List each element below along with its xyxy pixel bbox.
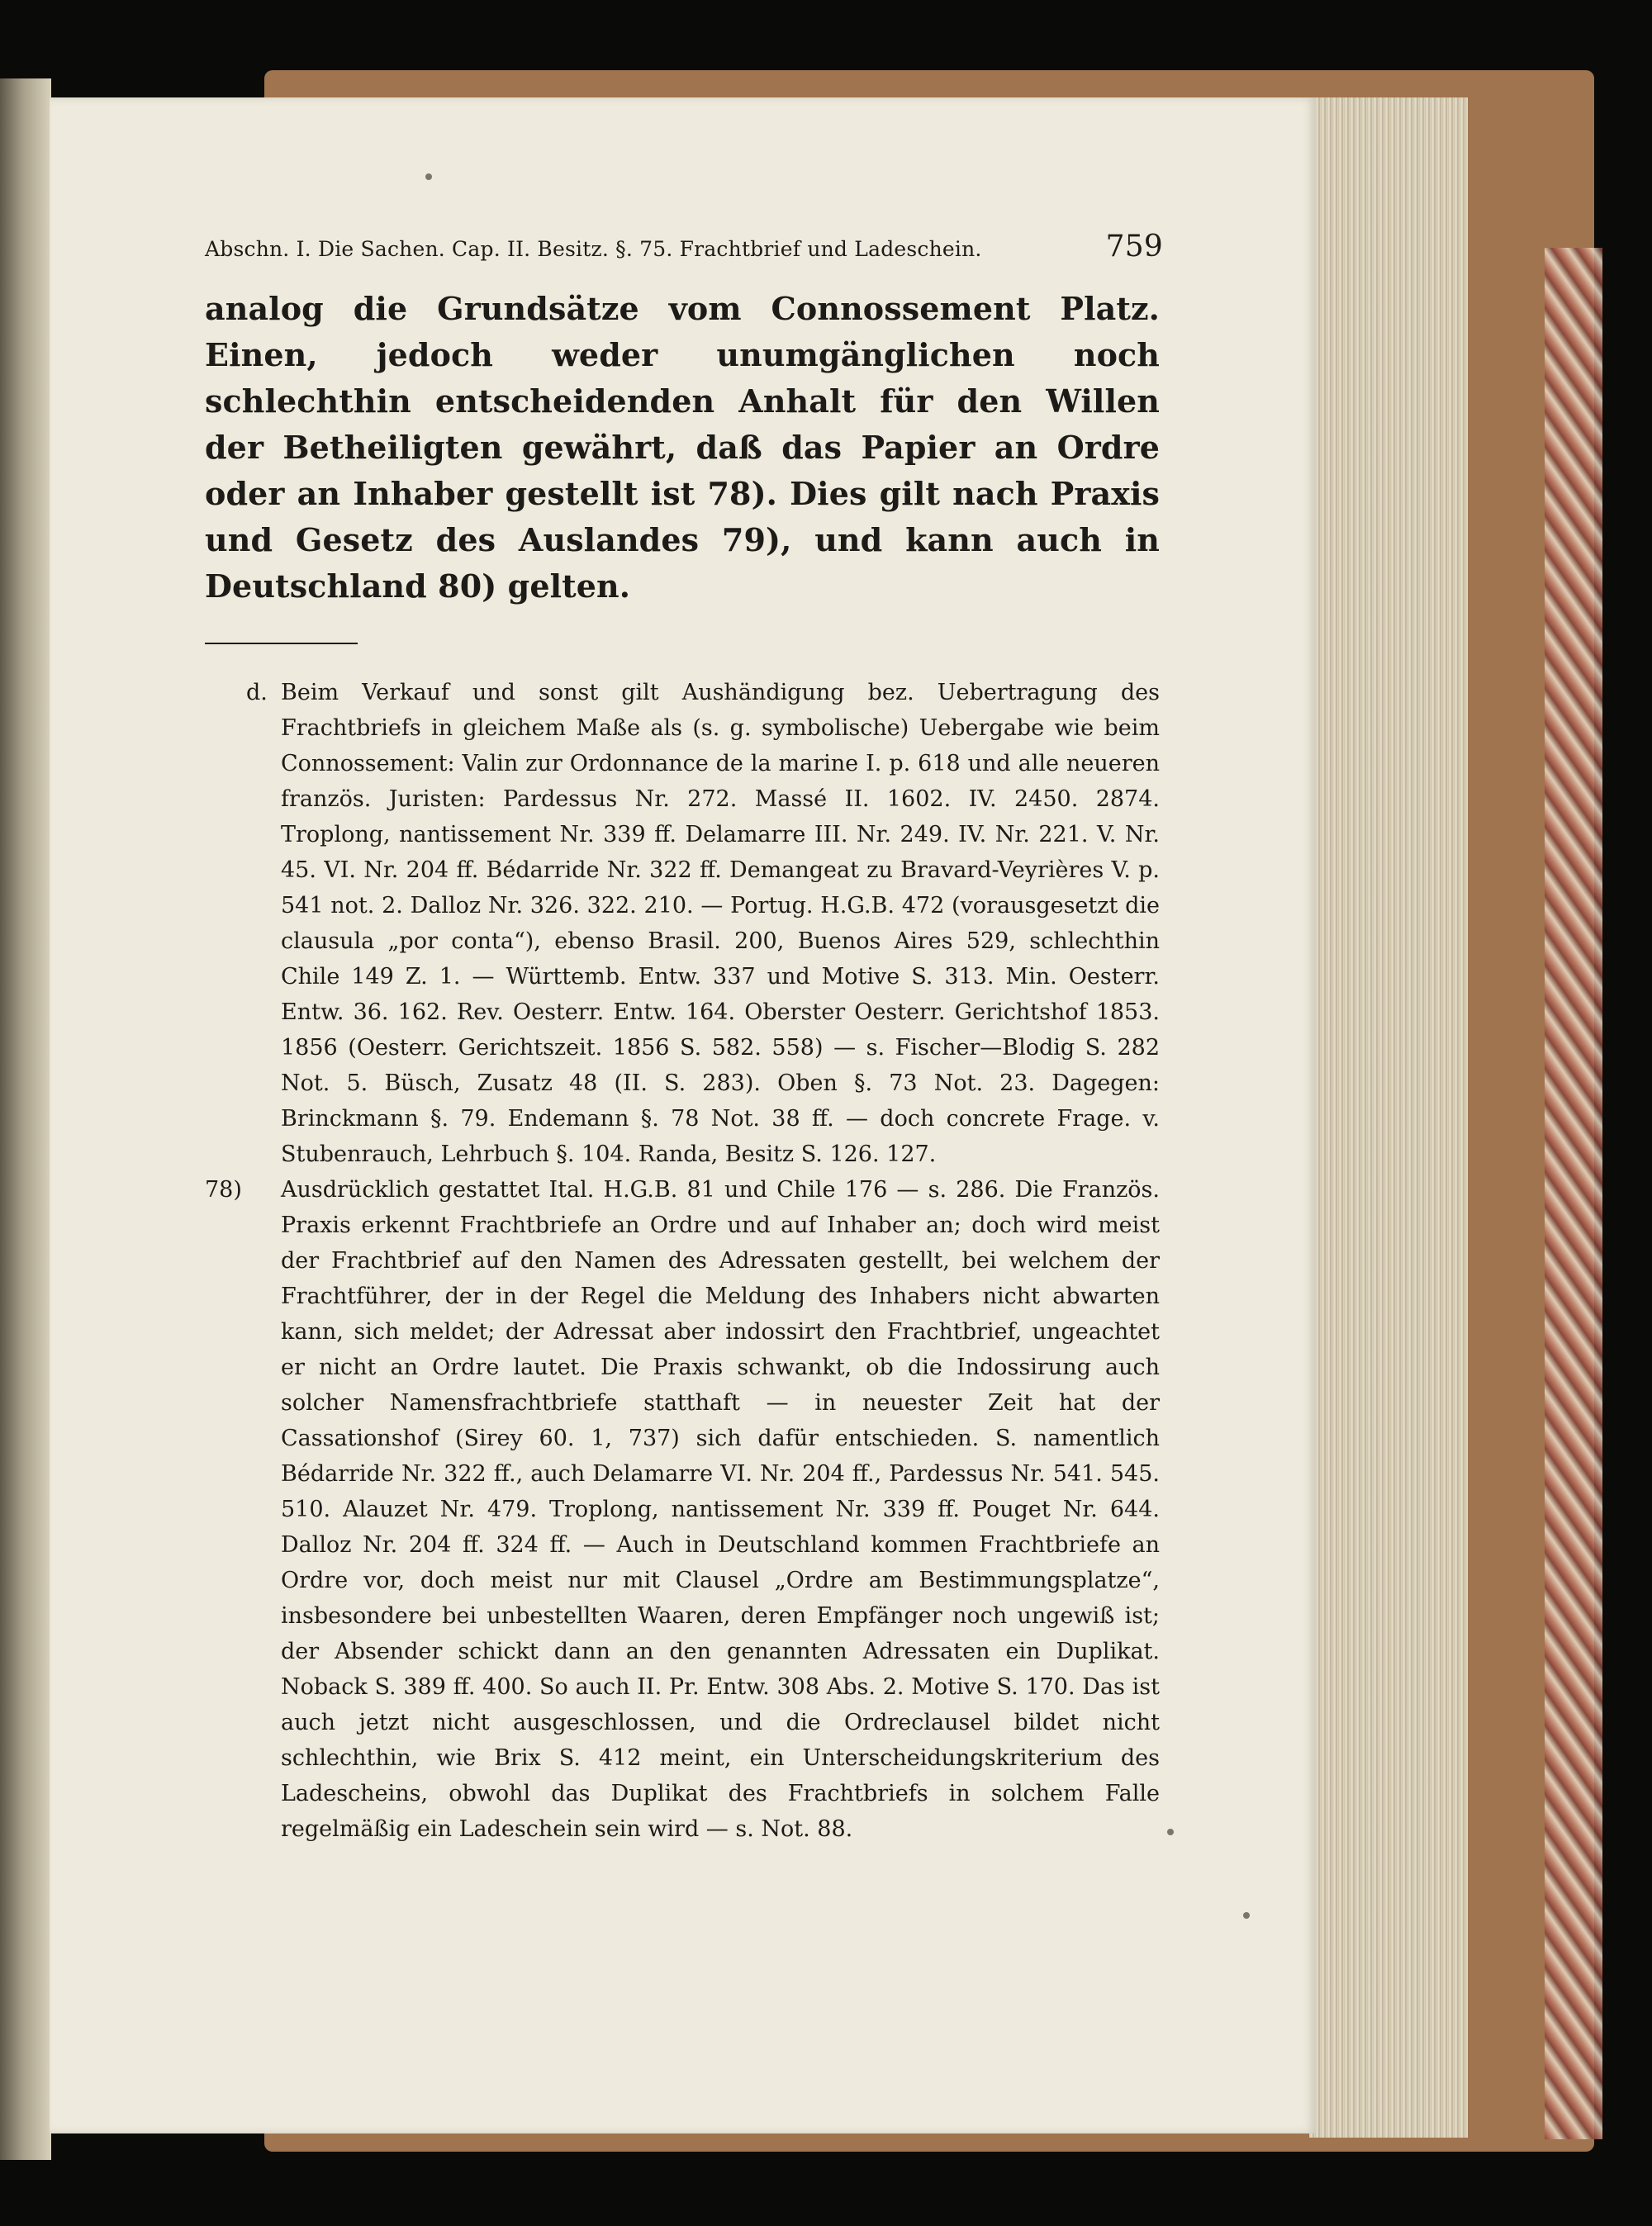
page-speck [1243, 1912, 1250, 1919]
previous-page-edge [0, 78, 51, 2160]
running-head-text: Abschn. I. Die Sachen. Cap. II. Besitz. §. 75. Frachtbrief und Ladeschein. [205, 237, 982, 261]
body-paragraph: analog die Grundsätze vom Connossement Platz. Einen, jedoch weder unumgänglichen noch schlechthin entscheidenden Anhalt für den Willen der Betheiligten gewährt, daß das Papier an Ordre oder an Inhaber gestellt ist 78). Dies gilt nach Praxis und Gesetz des Auslandes 79), und kann auch in Deutschland 80) gelten. [205, 290, 1160, 605]
footnote-text: Beim Verkauf und sonst gilt Aushändigung bez. Uebertragung des Frachtbriefs in gleichem Maße als (s. g. symbolische) Uebergabe wie beim Connossement: Valin zur Ordonnance de la marine I. p. 618 und alle neueren französ. Juristen: Pardessus Nr. 272. Massé II. 1602. IV. 2450. 2874. Troplong, nantissement Nr. 339 ff. Delamarre III. Nr. 249. IV. Nr. 221. V. Nr. 45. VI. Nr. 204 ff. Bédarride Nr. 322 ff. Demangeat zu Bravard-Veyrières V. p. 541 not. 2. Dalloz Nr. 326. 322. 210. — Portug. H.G.B. 472 (vorausgesetzt die clausula „por conta“), ebenso Brasil. 200, Buenos Aires 529, schlechthin Chile 149 Z. 1. — Württemb. Entw. 337 und Motive S. 313. Min. Oesterr. Entw. 36. 162. Rev. Oesterr. Entw. 164. Oberster Oesterr. Gerichtshof 1853. 1856 (Oesterr. Gerichtszeit. 1856 S. 582. 558) — s. Fischer—Blodig S. 282 Not. 5. Büsch, Zusatz 48 (II. S. 283). Oben §. 73 Not. 23. Dagegen: Brinckmann §. 79. Endemann §. 78 Not. 38 ff. — doch concrete Frage. v. Stubenrauch, Lehrbuch §. 104. Randa, Besitz S. 126. 127. [281, 680, 1160, 1167]
page-speck [425, 173, 432, 180]
footnote-d [205, 675, 1160, 1172]
page-block-edge [1309, 97, 1468, 2138]
running-head [205, 230, 1163, 279]
footnote-separator [205, 643, 358, 644]
footnote-marker: 78) [205, 1177, 242, 1203]
footnote-marker: d. [246, 680, 268, 705]
footnote-text: Ausdrücklich gestattet Ital. H.G.B. 81 und Chile 176 — s. 286. Die Französ. Praxis erkennt Frachtbriefe an Ordre und auf Inhaber an; doch wird meist der Frachtbrief auf den Namen des Adressaten gestellt, bei welchem der Frachtführer, der in der Regel die Meldung des Inhabers nicht abwarten kann, sich meldet; der Adressat aber indossirt den Frachtbrief, ungeachtet er nicht an Ordre lautet. Die Praxis schwankt, ob die Indossirung auch solcher Namensfrachtbriefe statthaft — in neuester Zeit hat der Cassationshof (Sirey 60. 1, 737) sich dafür entschieden. S. namentlich Bédarride Nr. 322 ff., auch Delamarre VI. Nr. 204 ff., Pardessus Nr. 541. 545. 510. Alauzet Nr. 479. Troplong, nantissement Nr. 339 ff. Pouget Nr. 644. Dalloz Nr. 204 ff. 324 ff. — Auch in Deutschland kommen Frachtbriefe an Ordre vor, doch meist nur mit Clausel „Ordre am Bestimmungsplatze“, insbesondere bei unbestellten Waaren, deren Empfänger noch ungewiß ist; der Absender schickt dann an den genannten Adressaten ein Duplikat. Noback S. 389 ff. 400. So auch II. Pr. Entw. 308 Abs. 2. Motive S. 170. Das ist auch jetzt nicht ausgeschlossen, und die Ordreclausel bildet nicht schlechthin, wie Brix S. 412 meint, ein Unterscheidungskriterium des Ladescheins, obwohl das Duplikat des Frachtbriefs in solchem Falle regelmäßig ein Ladeschein sein wird — s. Not. 88. [281, 1177, 1160, 1842]
page-speck [1167, 1829, 1174, 1835]
page-content [205, 230, 1163, 1847]
page-number: 759 [1105, 230, 1163, 263]
footnote-78 [205, 1172, 1160, 1847]
book-page [50, 97, 1316, 2133]
marbled-edge [1545, 248, 1602, 2139]
